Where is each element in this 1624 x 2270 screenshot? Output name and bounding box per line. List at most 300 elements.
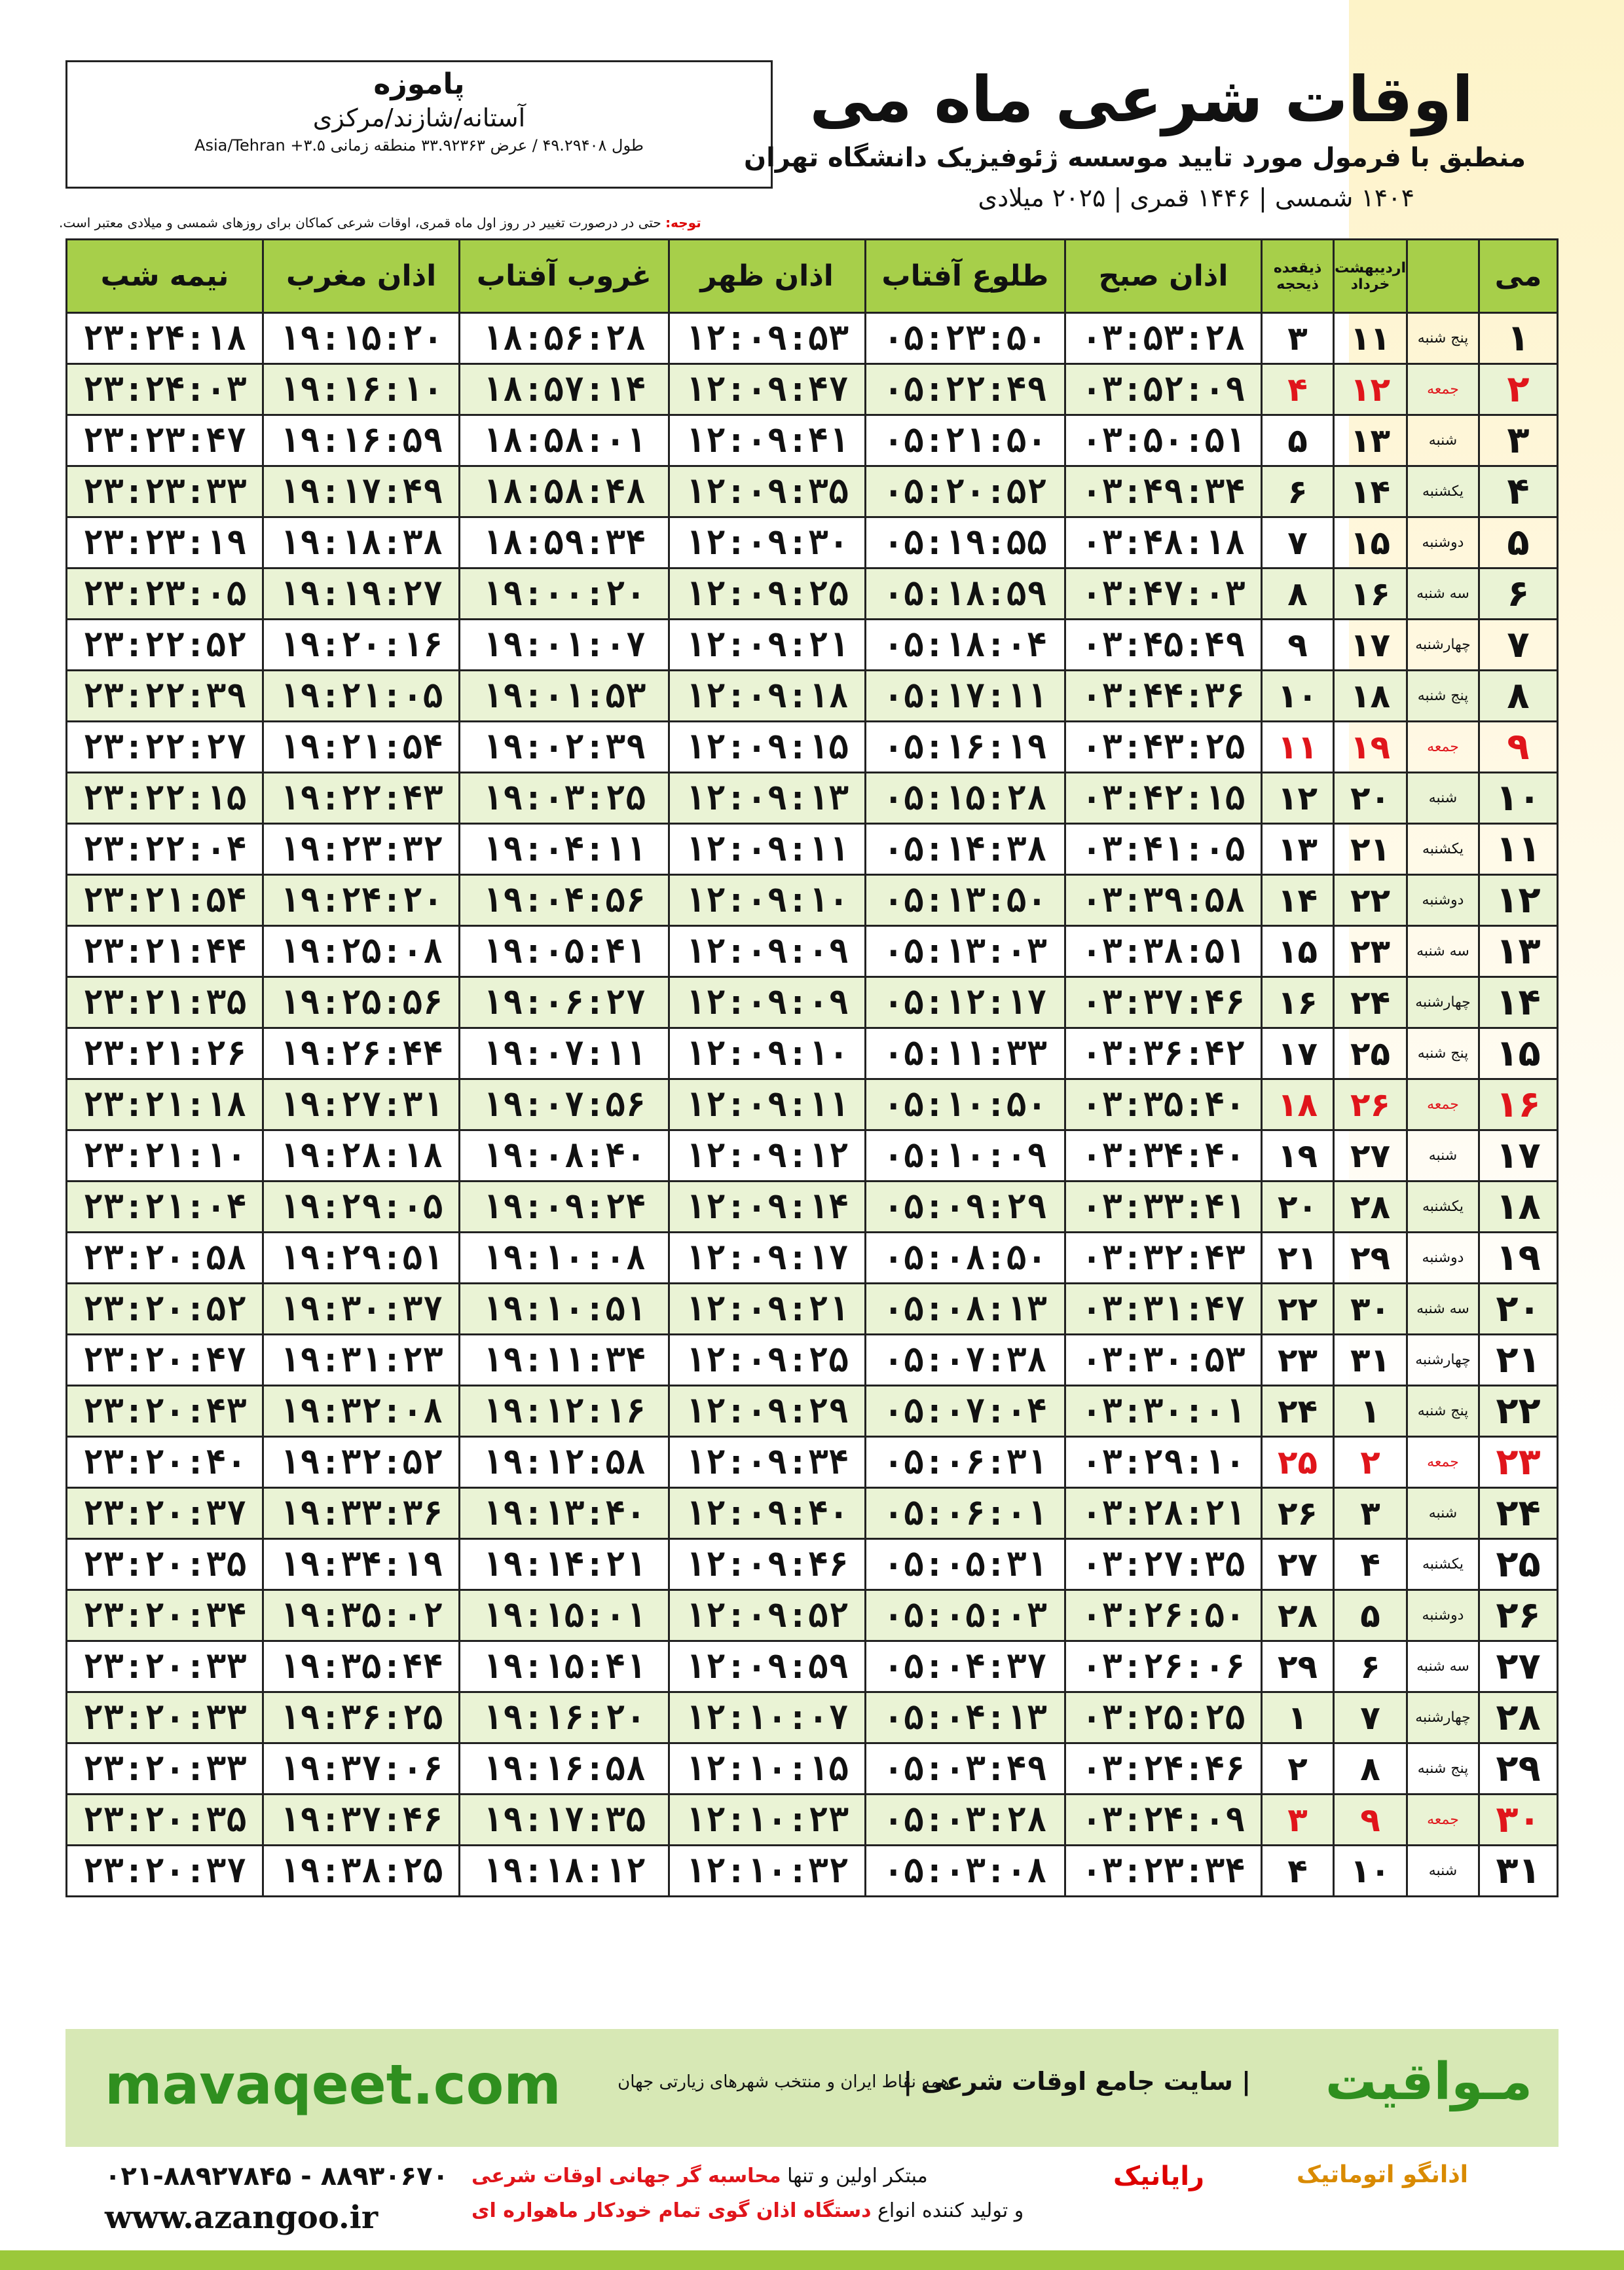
table-row	[67, 1795, 1558, 1846]
lunar-day: ۴	[1262, 1846, 1334, 1897]
lunar-day: ۱۶	[1262, 977, 1334, 1028]
sunrise-time: ۰۵:۰۵:۳۱	[865, 1539, 1065, 1590]
note	[59, 215, 701, 231]
midnight-time: ۲۳:۲۳:۳۳	[67, 466, 263, 517]
maghrib-time: ۱۹:۱۸:۳۸	[263, 517, 460, 568]
sunset-time: ۱۹:۰۹:۲۴	[460, 1182, 669, 1233]
fajr-time: ۰۳:۵۲:۰۹	[1065, 364, 1262, 415]
table-row	[67, 722, 1558, 773]
table-row	[67, 671, 1558, 722]
header-dhuhr: اذان ظهر	[669, 240, 865, 313]
sunrise-time: ۰۵:۰۷:۳۸	[865, 1335, 1065, 1386]
table-row	[67, 1539, 1558, 1590]
solar-day: ۲۷	[1334, 1130, 1407, 1182]
weekday: شنبه	[1407, 415, 1479, 466]
day-number: ۸	[1479, 671, 1558, 722]
sunrise-time: ۰۵:۰۹:۲۹	[865, 1182, 1065, 1233]
site-url[interactable]: mavaqeet.com	[105, 2053, 561, 2117]
day-number: ۵	[1479, 517, 1558, 568]
table-row	[67, 824, 1558, 875]
sunrise-time: ۰۵:۱۵:۲۸	[865, 773, 1065, 824]
solar-day: ۹	[1334, 1795, 1407, 1846]
sunrise-time: ۰۵:۱۸:۰۴	[865, 620, 1065, 671]
maghrib-time: ۱۹:۳۶:۲۵	[263, 1692, 460, 1743]
maghrib-time: ۱۹:۲۱:۰۵	[263, 671, 460, 722]
solar-day: ۳۰	[1334, 1284, 1407, 1335]
fajr-time: ۰۳:۲۷:۳۵	[1065, 1539, 1262, 1590]
bottom-color-bar	[0, 2250, 1624, 2270]
weekday: جمعه	[1407, 364, 1479, 415]
fajr-time: ۰۳:۲۶:۵۰	[1065, 1590, 1262, 1641]
midnight-time: ۲۳:۲۳:۱۹	[67, 517, 263, 568]
sunset-time: ۱۹:۰۳:۲۵	[460, 773, 669, 824]
sunrise-time: ۰۵:۰۷:۰۴	[865, 1386, 1065, 1437]
table-row	[67, 1692, 1558, 1743]
midnight-time: ۲۳:۲۱:۱۸	[67, 1079, 263, 1130]
day-number: ۲	[1479, 364, 1558, 415]
sunset-time: ۱۸:۵۸:۴۸	[460, 466, 669, 517]
header-weekday	[1407, 240, 1479, 313]
fajr-time: ۰۳:۲۳:۳۴	[1065, 1846, 1262, 1897]
sunrise-time: ۰۵:۰۶:۳۱	[865, 1437, 1065, 1488]
lunar-day: ۲۲	[1262, 1284, 1334, 1335]
day-number: ۱۴	[1479, 977, 1558, 1028]
weekday: پنج شنبه	[1407, 1743, 1479, 1795]
weekday: سه شنبه	[1407, 1641, 1479, 1692]
maghrib-time: ۱۹:۲۶:۴۴	[263, 1028, 460, 1079]
maghrib-time: ۱۹:۱۶:۵۹	[263, 415, 460, 466]
promo-line-1	[471, 2165, 928, 2187]
weekday: چهارشنبه	[1407, 1335, 1479, 1386]
sunrise-time: ۰۵:۰۸:۵۰	[865, 1233, 1065, 1284]
solar-day: ۱۰	[1334, 1846, 1407, 1897]
day-number: ۲۵	[1479, 1539, 1558, 1590]
dhuhr-time: ۱۲:۰۹:۲۱	[669, 620, 865, 671]
sunset-time: ۱۹:۱۵:۰۱	[460, 1590, 669, 1641]
weekday: سه شنبه	[1407, 926, 1479, 977]
day-number: ۶	[1479, 568, 1558, 620]
dhuhr-time: ۱۲:۰۹:۵۲	[669, 1590, 865, 1641]
sunset-time: ۱۹:۱۰:۵۱	[460, 1284, 669, 1335]
dhuhr-time: ۱۲:۰۹:۱۳	[669, 773, 865, 824]
weekday: شنبه	[1407, 1130, 1479, 1182]
fajr-time: ۰۳:۲۶:۰۶	[1065, 1641, 1262, 1692]
sunset-time: ۱۹:۱۵:۴۱	[460, 1641, 669, 1692]
header-lunar	[1262, 240, 1334, 313]
maghrib-time: ۱۹:۲۳:۳۲	[263, 824, 460, 875]
fajr-time: ۰۳:۴۱:۰۵	[1065, 824, 1262, 875]
sunset-time: ۱۹:۰۴:۱۱	[460, 824, 669, 875]
sunset-time: ۱۹:۱۱:۳۴	[460, 1335, 669, 1386]
weekday: جمعه	[1407, 1795, 1479, 1846]
day-number: ۱۳	[1479, 926, 1558, 977]
day-number: ۲۷	[1479, 1641, 1558, 1692]
lunar-day: ۳	[1262, 1795, 1334, 1846]
dhuhr-time: ۱۲:۰۹:۴۱	[669, 415, 865, 466]
fajr-time: ۰۳:۲۴:۴۶	[1065, 1743, 1262, 1795]
maghrib-time: ۱۹:۱۹:۲۷	[263, 568, 460, 620]
fajr-time: ۰۳:۳۸:۵۱	[1065, 926, 1262, 977]
weekday: دوشنبه	[1407, 517, 1479, 568]
day-number: ۲۱	[1479, 1335, 1558, 1386]
table-row	[67, 1233, 1558, 1284]
header-solar	[1334, 240, 1407, 313]
midnight-time: ۲۳:۲۱:۰۴	[67, 1182, 263, 1233]
table-row	[67, 1641, 1558, 1692]
day-number: ۱	[1479, 313, 1558, 364]
weekday: سه شنبه	[1407, 568, 1479, 620]
sunset-time: ۱۹:۰۱:۵۳	[460, 671, 669, 722]
sunrise-time: ۰۵:۱۷:۱۱	[865, 671, 1065, 722]
page-title: اوقات شرعی ماه می	[809, 63, 1473, 136]
maghrib-time: ۱۹:۳۳:۳۶	[263, 1488, 460, 1539]
site-subtitle: همه نقاط ایران و منتخب شهرهای زیارتی جهان	[618, 2072, 950, 2092]
fajr-time: ۰۳:۴۴:۳۶	[1065, 671, 1262, 722]
lunar-day: ۱	[1262, 1692, 1334, 1743]
maghrib-time: ۱۹:۳۷:۴۶	[263, 1795, 460, 1846]
table-row	[67, 364, 1558, 415]
sunset-time: ۱۹:۰۶:۲۷	[460, 977, 669, 1028]
table-row	[67, 1386, 1558, 1437]
lunar-day: ۱۴	[1262, 875, 1334, 926]
table-row	[67, 620, 1558, 671]
dhuhr-time: ۱۲:۰۹:۰۹	[669, 926, 865, 977]
table-row	[67, 568, 1558, 620]
midnight-time: ۲۳:۲۰:۵۸	[67, 1233, 263, 1284]
midnight-time: ۲۳:۲۲:۳۹	[67, 671, 263, 722]
lunar-day: ۲۳	[1262, 1335, 1334, 1386]
midnight-time: ۲۳:۲۴:۱۸	[67, 313, 263, 364]
promo-1b: محاسبه گر جهانی اوقات شرعی	[471, 2165, 781, 2187]
weekday: پنج شنبه	[1407, 671, 1479, 722]
sunrise-time: ۰۵:۲۰:۵۲	[865, 466, 1065, 517]
maghrib-time: ۱۹:۱۵:۲۰	[263, 313, 460, 364]
midnight-time: ۲۳:۲۰:۳۳	[67, 1692, 263, 1743]
lunar-day: ۱۲	[1262, 773, 1334, 824]
sunset-time: ۱۸:۵۶:۲۸	[460, 313, 669, 364]
day-number: ۹	[1479, 722, 1558, 773]
dhuhr-time: ۱۲:۰۹:۲۱	[669, 1284, 865, 1335]
dhuhr-time: ۱۲:۰۹:۲۹	[669, 1386, 865, 1437]
dhuhr-time: ۱۲:۰۹:۱۰	[669, 875, 865, 926]
dhuhr-time: ۱۲:۱۰:۱۵	[669, 1743, 865, 1795]
calendar-dates: ۱۴۰۴ شمسی | ۱۴۴۶ قمری | ۲۰۲۵ میلادی	[978, 183, 1414, 212]
solar-day: ۱۳	[1334, 415, 1407, 466]
fajr-time: ۰۳:۲۴:۰۹	[1065, 1795, 1262, 1846]
solar-day: ۲۸	[1334, 1182, 1407, 1233]
phone-numbers: ۰۲۱-۸۸۹۲۷۸۴۵ - ۸۸۹۳۰۶۷۰	[105, 2161, 449, 2191]
solar-day: ۱۷	[1334, 620, 1407, 671]
maghrib-time: ۱۹:۳۰:۳۷	[263, 1284, 460, 1335]
header-sunset: غروب آفتاب	[460, 240, 669, 313]
midnight-time: ۲۳:۲۰:۳۳	[67, 1641, 263, 1692]
dhuhr-time: ۱۲:۰۹:۳۵	[669, 466, 865, 517]
table-row	[67, 875, 1558, 926]
fajr-time: ۰۳:۴۲:۱۵	[1065, 773, 1262, 824]
dhuhr-time: ۱۲:۰۹:۵۹	[669, 1641, 865, 1692]
sunset-time: ۱۸:۵۸:۰۱	[460, 415, 669, 466]
lunar-day: ۲	[1262, 1743, 1334, 1795]
lunar-day: ۱۹	[1262, 1130, 1334, 1182]
dhuhr-time: ۱۲:۱۰:۰۷	[669, 1692, 865, 1743]
lunar-day: ۷	[1262, 517, 1334, 568]
dhuhr-time: ۱۲:۰۹:۴۶	[669, 1539, 865, 1590]
fajr-time: ۰۳:۳۷:۴۶	[1065, 977, 1262, 1028]
solar-day: ۳۱	[1334, 1335, 1407, 1386]
solar-day: ۱۲	[1334, 364, 1407, 415]
maghrib-time: ۱۹:۳۲:۵۲	[263, 1437, 460, 1488]
site-tagline: | سایت جامع اوقات شرعی |	[903, 2067, 1251, 2096]
midnight-time: ۲۳:۲۱:۳۵	[67, 977, 263, 1028]
table-row	[67, 1335, 1558, 1386]
sunset-time: ۱۹:۰۸:۴۰	[460, 1130, 669, 1182]
weekday: پنج شنبه	[1407, 1386, 1479, 1437]
day-number: ۲۴	[1479, 1488, 1558, 1539]
location-path: آستانه/شازند/مرکزی	[312, 103, 526, 132]
day-number: ۳	[1479, 415, 1558, 466]
midnight-time: ۲۳:۲۱:۵۴	[67, 875, 263, 926]
promo-line-2	[471, 2199, 1024, 2222]
midnight-time: ۲۳:۲۰:۴۰	[67, 1437, 263, 1488]
table-row	[67, 517, 1558, 568]
promo-1a: مبتکر اولین و تنها	[787, 2165, 928, 2187]
lunar-day: ۲۴	[1262, 1386, 1334, 1437]
weekday: پنج شنبه	[1407, 313, 1479, 364]
fajr-time: ۰۳:۳۳:۴۱	[1065, 1182, 1262, 1233]
table-row	[67, 1079, 1558, 1130]
fajr-time: ۰۳:۴۹:۳۴	[1065, 466, 1262, 517]
maghrib-time: ۱۹:۲۸:۱۸	[263, 1130, 460, 1182]
solar-day: ۲۴	[1334, 977, 1407, 1028]
header-midnight: نیمه شب	[67, 240, 263, 313]
fajr-time: ۰۳:۴۸:۱۸	[1065, 517, 1262, 568]
sunset-time: ۱۹:۱۷:۳۵	[460, 1795, 669, 1846]
location-name: پاموزه	[373, 67, 465, 101]
lunar-day: ۱۸	[1262, 1079, 1334, 1130]
sunset-time: ۱۹:۰۱:۰۷	[460, 620, 669, 671]
lunar-day: ۱۱	[1262, 722, 1334, 773]
table-row	[67, 1590, 1558, 1641]
sunset-time: ۱۹:۰۰:۲۰	[460, 568, 669, 620]
sunset-time: ۱۹:۰۴:۵۶	[460, 875, 669, 926]
fajr-time: ۰۳:۳۰:۵۳	[1065, 1335, 1262, 1386]
maghrib-time: ۱۹:۲۲:۴۳	[263, 773, 460, 824]
weekday: دوشنبه	[1407, 1233, 1479, 1284]
midnight-time: ۲۳:۲۰:۳۵	[67, 1795, 263, 1846]
weekday: یکشنبه	[1407, 1182, 1479, 1233]
weekday: جمعه	[1407, 1079, 1479, 1130]
fajr-time: ۰۳:۳۲:۴۳	[1065, 1233, 1262, 1284]
weekday: شنبه	[1407, 1488, 1479, 1539]
day-number: ۳۱	[1479, 1846, 1558, 1897]
sunrise-time: ۰۵:۱۲:۱۷	[865, 977, 1065, 1028]
sunrise-time: ۰۵:۱۹:۵۵	[865, 517, 1065, 568]
lunar-day: ۶	[1262, 466, 1334, 517]
sunset-time: ۱۹:۱۸:۱۲	[460, 1846, 669, 1897]
dhuhr-time: ۱۲:۰۹:۴۰	[669, 1488, 865, 1539]
header-fajr: اذان صبح	[1065, 240, 1262, 313]
midnight-time: ۲۳:۲۰:۳۴	[67, 1590, 263, 1641]
sunrise-time: ۰۵:۱۸:۵۹	[865, 568, 1065, 620]
weekday: جمعه	[1407, 1437, 1479, 1488]
midnight-time: ۲۳:۲۲:۰۴	[67, 824, 263, 875]
sunrise-time: ۰۵:۲۱:۵۰	[865, 415, 1065, 466]
sunset-time: ۱۸:۵۹:۳۴	[460, 517, 669, 568]
table-row	[67, 415, 1558, 466]
maghrib-time: ۱۹:۱۷:۴۹	[263, 466, 460, 517]
weekday: دوشنبه	[1407, 875, 1479, 926]
weekday: پنج شنبه	[1407, 1028, 1479, 1079]
day-number: ۱۰	[1479, 773, 1558, 824]
sunrise-time: ۰۵:۰۳:۲۸	[865, 1795, 1065, 1846]
fajr-time: ۰۳:۳۱:۴۷	[1065, 1284, 1262, 1335]
maghrib-time: ۱۹:۲۹:۰۵	[263, 1182, 460, 1233]
lunar-day: ۲۷	[1262, 1539, 1334, 1590]
header-khordad: خرداد	[1350, 276, 1390, 293]
table-row	[67, 313, 1558, 364]
day-number: ۱۷	[1479, 1130, 1558, 1182]
table-row	[67, 926, 1558, 977]
day-number: ۱۶	[1479, 1079, 1558, 1130]
dhuhr-time: ۱۲:۱۰:۲۳	[669, 1795, 865, 1846]
table-row	[67, 977, 1558, 1028]
midnight-time: ۲۳:۲۰:۳۷	[67, 1846, 263, 1897]
solar-day: ۲۲	[1334, 875, 1407, 926]
sunset-time: ۱۹:۱۲:۵۸	[460, 1437, 669, 1488]
solar-day: ۷	[1334, 1692, 1407, 1743]
weekday: دوشنبه	[1407, 1590, 1479, 1641]
table-row	[67, 1284, 1558, 1335]
lunar-day: ۱۳	[1262, 824, 1334, 875]
table-header-row	[67, 240, 1558, 313]
solar-day: ۱۱	[1334, 313, 1407, 364]
lunar-day: ۸	[1262, 568, 1334, 620]
day-number: ۱۵	[1479, 1028, 1558, 1079]
fajr-time: ۰۳:۳۵:۴۰	[1065, 1079, 1262, 1130]
lunar-day: ۳	[1262, 313, 1334, 364]
weekday: سه شنبه	[1407, 1284, 1479, 1335]
solar-day: ۱۹	[1334, 722, 1407, 773]
sunrise-time: ۰۵:۰۳:۴۹	[865, 1743, 1065, 1795]
header-ordibehesht: اردیبهشت	[1335, 259, 1406, 276]
dhuhr-time: ۱۲:۱۰:۳۲	[669, 1846, 865, 1897]
lunar-day: ۵	[1262, 415, 1334, 466]
solar-day: ۲۵	[1334, 1028, 1407, 1079]
sunrise-time: ۰۵:۱۱:۳۳	[865, 1028, 1065, 1079]
fajr-time: ۰۳:۲۵:۲۵	[1065, 1692, 1262, 1743]
note-label: توجه:	[665, 215, 701, 231]
maghrib-time: ۱۹:۳۷:۰۶	[263, 1743, 460, 1795]
sunrise-time: ۰۵:۱۴:۳۸	[865, 824, 1065, 875]
table-row	[67, 1846, 1558, 1897]
day-number: ۱۹	[1479, 1233, 1558, 1284]
dhuhr-time: ۱۲:۰۹:۱۱	[669, 824, 865, 875]
dhuhr-time: ۱۲:۰۹:۵۳	[669, 313, 865, 364]
midnight-time: ۲۳:۲۳:۴۷	[67, 415, 263, 466]
dhuhr-time: ۱۲:۰۹:۲۵	[669, 568, 865, 620]
sunset-time: ۱۹:۰۲:۳۹	[460, 722, 669, 773]
weekday: چهارشنبه	[1407, 620, 1479, 671]
table-row	[67, 1182, 1558, 1233]
maghrib-time: ۱۹:۲۱:۵۴	[263, 722, 460, 773]
solar-day: ۱۵	[1334, 517, 1407, 568]
solar-day: ۱۶	[1334, 568, 1407, 620]
table-row	[67, 1437, 1558, 1488]
lunar-day: ۱۷	[1262, 1028, 1334, 1079]
midnight-time: ۲۳:۲۳:۰۵	[67, 568, 263, 620]
sunrise-time: ۰۵:۲۳:۵۰	[865, 313, 1065, 364]
solar-day: ۲۹	[1334, 1233, 1407, 1284]
sunset-time: ۱۹:۱۶:۵۸	[460, 1743, 669, 1795]
promo-2b: دستگاه اذان گوی تمام خودکار ماهواره ای	[471, 2199, 872, 2222]
lunar-day: ۲۱	[1262, 1233, 1334, 1284]
table-row	[67, 466, 1558, 517]
solar-day: ۶	[1334, 1641, 1407, 1692]
maghrib-time: ۱۹:۳۵:۰۲	[263, 1590, 460, 1641]
fajr-time: ۰۳:۴۵:۴۹	[1065, 620, 1262, 671]
table-row	[67, 1028, 1558, 1079]
midnight-time: ۲۳:۲۲:۵۲	[67, 620, 263, 671]
solar-day: ۵	[1334, 1590, 1407, 1641]
header-day: می	[1479, 240, 1558, 313]
sunset-time: ۱۹:۰۵:۴۱	[460, 926, 669, 977]
maghrib-time: ۱۹:۲۵:۵۶	[263, 977, 460, 1028]
sunrise-time: ۰۵:۱۳:۵۰	[865, 875, 1065, 926]
dhuhr-time: ۱۲:۰۹:۰۹	[669, 977, 865, 1028]
location-box	[65, 60, 773, 189]
day-number: ۲۹	[1479, 1743, 1558, 1795]
midnight-time: ۲۳:۲۰:۳۳	[67, 1743, 263, 1795]
prayer-times-table	[65, 238, 1559, 1897]
solar-day: ۲۶	[1334, 1079, 1407, 1130]
sunset-time: ۱۹:۰۷:۵۶	[460, 1079, 669, 1130]
lunar-day: ۲۹	[1262, 1641, 1334, 1692]
fajr-time: ۰۳:۴۷:۰۳	[1065, 568, 1262, 620]
location-coords: طول ۴۹.۲۹۴۰۸ / عرض ۳۳.۹۲۳۶۳ منطقه زمانی ۳.۵+ Asia/Tehran	[194, 136, 644, 155]
fajr-time: ۰۳:۵۰:۵۱	[1065, 415, 1262, 466]
weekday: شنبه	[1407, 1846, 1479, 1897]
weekday: چهارشنبه	[1407, 1692, 1479, 1743]
sunrise-time: ۰۵:۰۴:۳۷	[865, 1641, 1065, 1692]
fajr-time: ۰۳:۵۳:۲۸	[1065, 313, 1262, 364]
maghrib-time: ۱۹:۲۹:۵۱	[263, 1233, 460, 1284]
solar-day: ۱۴	[1334, 466, 1407, 517]
dhuhr-time: ۱۲:۰۹:۱۰	[669, 1028, 865, 1079]
midnight-time: ۲۳:۲۰:۵۲	[67, 1284, 263, 1335]
website-link[interactable]: www.azangoo.ir	[105, 2199, 378, 2236]
lunar-day: ۱۵	[1262, 926, 1334, 977]
midnight-time: ۲۳:۲۱:۲۶	[67, 1028, 263, 1079]
sunrise-time: ۰۵:۱۰:۵۰	[865, 1079, 1065, 1130]
day-number: ۱۸	[1479, 1182, 1558, 1233]
header-dhulhijja: ذیحجه	[1276, 276, 1319, 293]
maghrib-time: ۱۹:۲۵:۰۸	[263, 926, 460, 977]
sunset-time: ۱۹:۰۷:۱۱	[460, 1028, 669, 1079]
table-row	[67, 773, 1558, 824]
dhuhr-time: ۱۲:۰۹:۱۸	[669, 671, 865, 722]
sunset-time: ۱۸:۵۷:۱۴	[460, 364, 669, 415]
fajr-time: ۰۳:۳۴:۴۰	[1065, 1130, 1262, 1182]
header-maghrib: اذان مغرب	[263, 240, 460, 313]
solar-day: ۲۱	[1334, 824, 1407, 875]
maghrib-time: ۱۹:۳۸:۲۵	[263, 1846, 460, 1897]
header-sunrise: طلوع آفتاب	[865, 240, 1065, 313]
fajr-time: ۰۳:۴۳:۲۵	[1065, 722, 1262, 773]
lunar-day: ۲۸	[1262, 1590, 1334, 1641]
fajr-time: ۰۳:۲۸:۲۱	[1065, 1488, 1262, 1539]
sunrise-time: ۰۵:۱۰:۰۹	[865, 1130, 1065, 1182]
weekday: یکشنبه	[1407, 824, 1479, 875]
